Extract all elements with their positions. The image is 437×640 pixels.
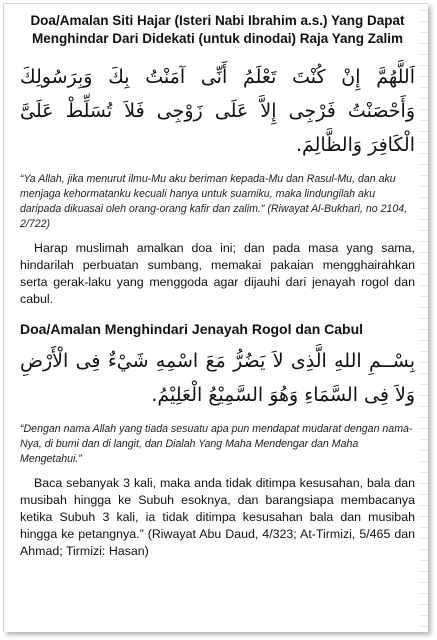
- page-content: [20, 12, 415, 560]
- translation-siti-hajar: “Ya Allah, jika menurut ilmu-Mu aku beriman kepada-Mu dan Rasul-Mu, dan aku menjaga kehormatanku kecuali hanya untuk suamiku, maka lindungilah aku daripada dikuasai oleh orang-orang kafir dan zalim.” (Riwayat Al-Bukhari, no 2104, 2/722): [20, 173, 408, 230]
- document-page: [3, 3, 428, 632]
- section-title-menghindari-jenayah: Doa/Amalan Menghindari Jenayah Rogol dan Cabul: [20, 321, 364, 337]
- arabic-prayer-bismillah: بِسْــمِ اللهِ الَّذِى لاَ يَضُرُّ مَعَ اسْمِهِ شَيْءٌ فِى الْأَرْضِ وَلاَ فِى السَّمَاءِ وَهُوَ السَّمِيْعُ الْعَلِيْمُ.: [20, 350, 415, 406]
- body-paragraph-instructions: Baca sebanyak 3 kali, maka anda tidak ditimpa kesusahan, bala dan musibah hingga ke Subuh esoknya, dan barangsiapa membacanya ketika Subuh 3 kali, ia tidak ditimpa kesusahan bala dan musibah hingga ke petangnya.” (Riwayat Abu Daud, 4/323; At-Tirmizi, 5/465 dan Ahmad; Tirmizi: Hasan): [20, 476, 415, 558]
- torn-page-edge: [420, 4, 428, 632]
- section-title-siti-hajar: Doa/Amalan Siti Hajar (Isteri Nabi Ibrahim a.s.) Yang Dapat Menghindar Dari Didekati (untuk dinodai) Raja Yang Zalim: [30, 13, 405, 46]
- translation-bismillah: “Dengan nama Allah yang tiada sesuatu apa pun mendapat mudarat dengan nama-Nya, di bumi dan di langit, dan Dialah Yang Maha Mendengar dan Maha Mengetahui.”: [20, 423, 413, 465]
- body-paragraph-advice: Harap muslimah amalkan doa ini; dan pada masa yang sama, hindarilah perbuatan sumbang, memakai pakaian mengghairahkan serta gerak-laku yang menggoda agar dijauhi dari jenayah rogol dan cabul.: [20, 241, 415, 306]
- arabic-prayer-siti-hajar: اَللَّهُمَّ إِنْ كُنْتَ تَعْلَمُ أَنِّى آمَنْتُ بِكَ وَبِرَسُولِكَ وَأَحْصَنْتُ فَرْجِى إِلاَّ عَلَى زَوْجِى فَلاَ تُسَلِّطْ عَلَىَّ الْكَافِرَ وَالظَّالِمَ.: [20, 66, 415, 156]
